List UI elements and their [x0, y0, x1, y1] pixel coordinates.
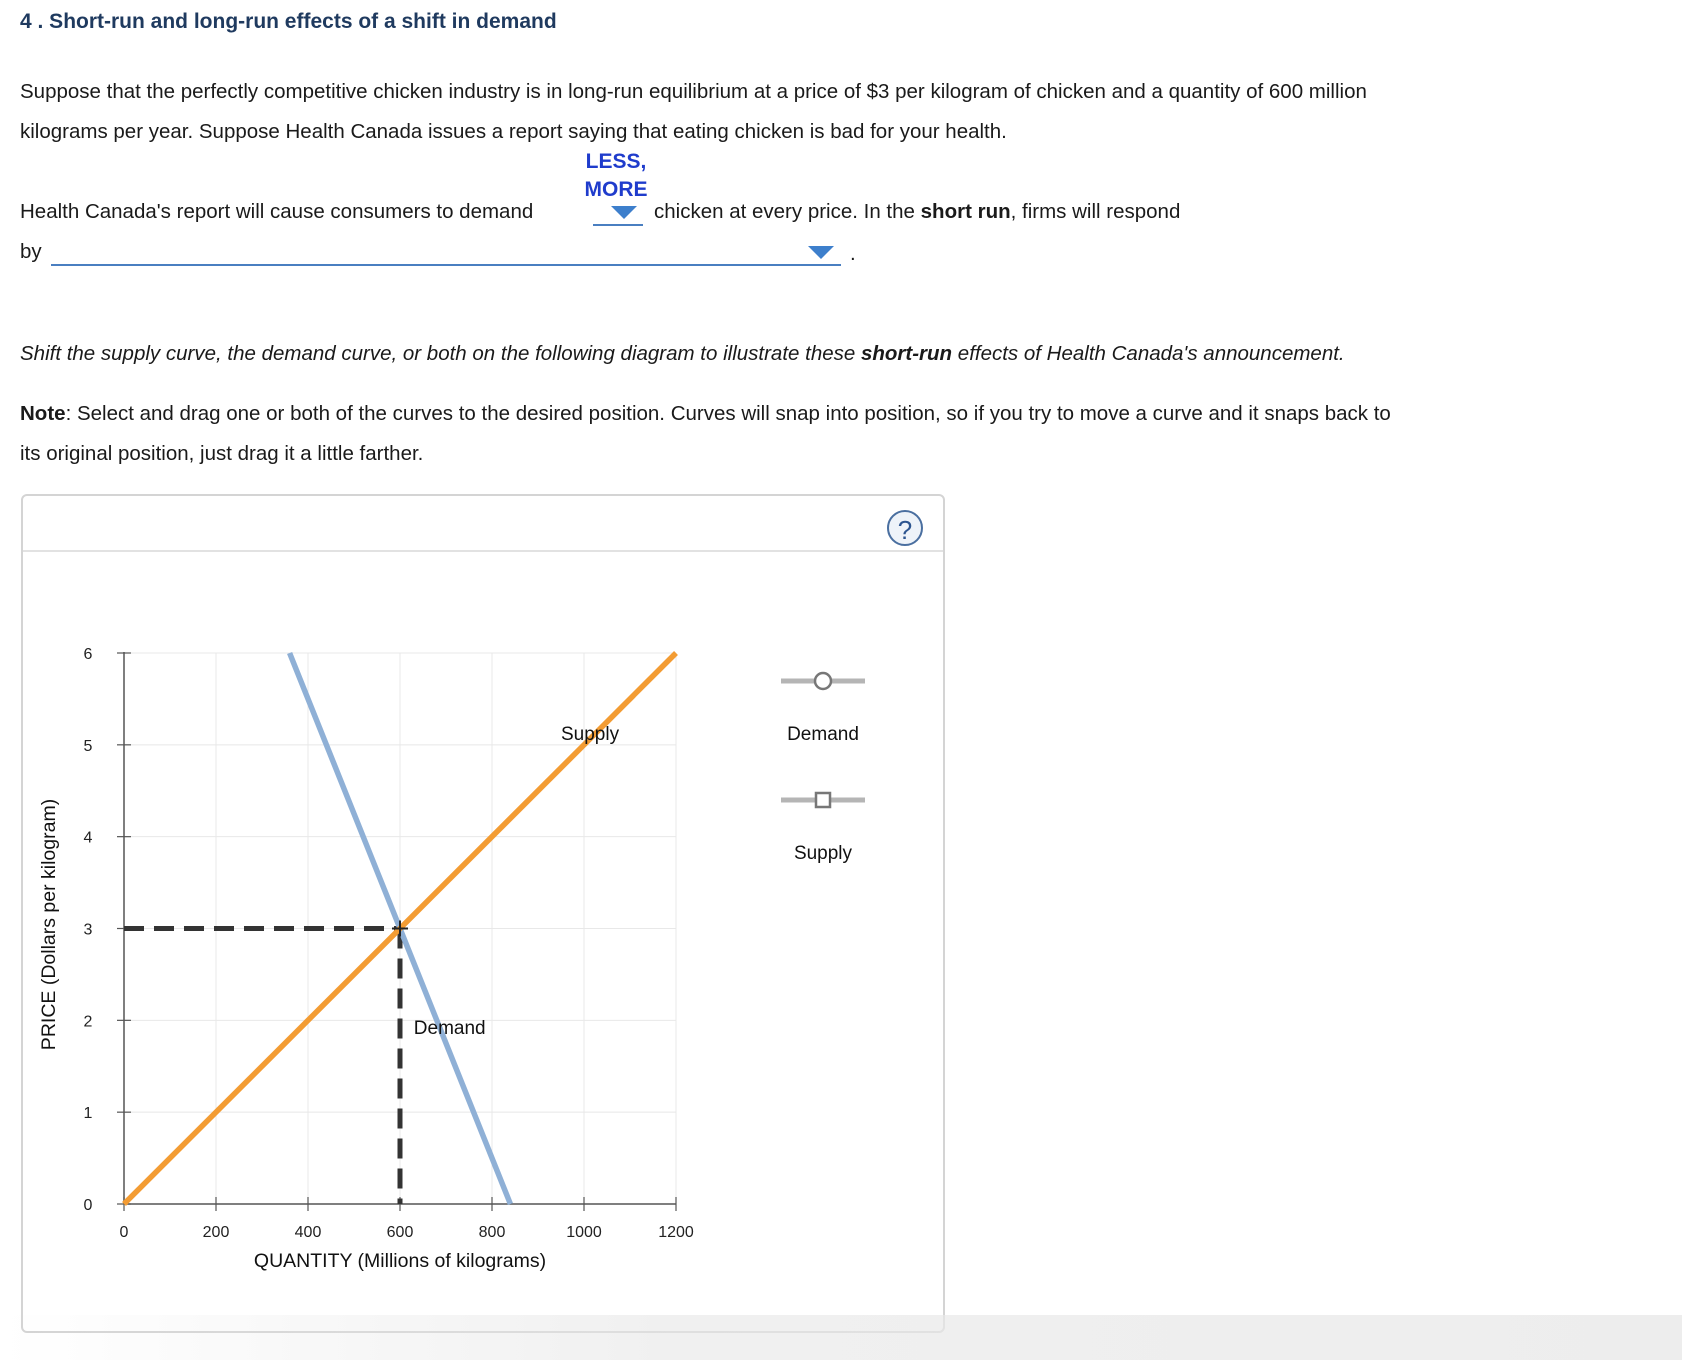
- instruction-after: effects of Health Canada's announcement.: [952, 342, 1345, 365]
- demand-curve-label: Demand: [413, 1018, 486, 1040]
- sentence-1-start: Health Canada's report will cause consumers to demand: [20, 200, 534, 223]
- instruction-before: Shift the supply curve, the demand curve, or both on the following diagram to illustrate these: [20, 342, 861, 365]
- y-tick-label-4: 4: [83, 829, 93, 847]
- x-tick-label-0: 0: [119, 1224, 129, 1241]
- sentence-2-start: by: [20, 240, 42, 263]
- y-tick-label-5: 5: [83, 737, 93, 755]
- y-tick-label-1: 1: [83, 1105, 93, 1123]
- y-tick-label-3: 3: [83, 921, 93, 939]
- note-line-2: its original position, just drag it a little farther.: [20, 442, 424, 465]
- dropdown-option-less[interactable]: LESS,: [585, 150, 647, 173]
- x-tick-label-1200: 1200: [658, 1224, 694, 1241]
- question-title: 4 . Short-run and long-run effects of a shift in demand: [20, 10, 557, 33]
- legend-demand-label: Demand: [787, 724, 859, 745]
- sentence-1-bold: short run: [920, 200, 1011, 223]
- x-tick-label-200: 200: [202, 1224, 230, 1241]
- supply-curve-label: Supply: [561, 724, 620, 746]
- intro-line-2: kilograms per year. Suppose Health Canada issues a report saying that eating chicken is bad for your health.: [20, 120, 1007, 143]
- y-tick-label-2: 2: [83, 1013, 93, 1031]
- note-label: Note: [20, 402, 66, 425]
- bottom-fade: [0, 1315, 1682, 1360]
- legend-supply-label: Supply: [793, 843, 853, 864]
- y-tick-label-6: 6: [83, 646, 93, 663]
- dropdown-option-more[interactable]: MORE: [584, 178, 648, 201]
- intro-line-1: Suppose that the perfectly competitive chicken industry is in long-run equilibrium at a price of $3 per kilogram of chicken and a quantity of 600 million: [20, 80, 1367, 103]
- x-tick-label-1000: 1000: [566, 1224, 602, 1241]
- y-tick-label-0: 0: [83, 1197, 93, 1214]
- help-icon[interactable]: ?: [887, 510, 923, 546]
- x-axis-title: QUANTITY (Millions of kilograms): [253, 1250, 547, 1272]
- y-axis-title: PRICE (Dollars per kilogram): [38, 798, 60, 1051]
- x-tick-label-600: 600: [386, 1224, 414, 1241]
- x-tick-label-400: 400: [294, 1224, 322, 1241]
- x-tick-label-800: 800: [478, 1224, 506, 1241]
- sentence-2-end: .: [850, 242, 856, 265]
- instruction-bold: short-run: [860, 342, 953, 365]
- sentence-1-end: , firms will respond: [1010, 200, 1181, 223]
- note-text: : Select and drag one or both of the curves to the desired position. Curves will snap into position, so if you try to move a curve and it snaps back to: [65, 402, 1391, 425]
- sentence-1-after: chicken at every price. In the: [654, 200, 921, 223]
